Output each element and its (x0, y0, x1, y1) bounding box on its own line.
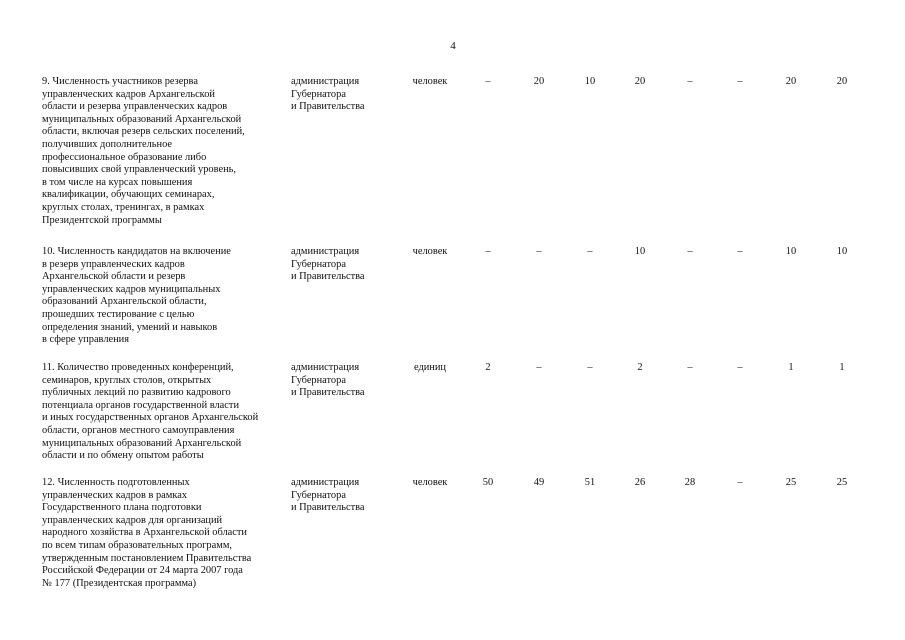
indicator-value: – (536, 362, 542, 373)
indicator-value: – (687, 246, 693, 257)
indicator-value: – (485, 246, 491, 257)
indicator-value: 49 (533, 477, 545, 488)
responsible-organization: администрация Губернатора и Правительства (291, 246, 365, 283)
indicator-value: 2 (485, 362, 491, 373)
indicator-value: 25 (785, 477, 797, 488)
indicator-value: 28 (684, 477, 696, 488)
responsible-organization: администрация Губернатора и Правительства (291, 76, 365, 113)
indicator-value: 1 (788, 362, 794, 373)
indicator-value: 20 (533, 76, 545, 87)
indicator-value: 10 (584, 76, 596, 87)
indicator-value: 51 (584, 477, 596, 488)
indicator-value: 10 (634, 246, 646, 257)
indicator-value: – (687, 76, 693, 87)
indicator-value: 20 (785, 76, 797, 87)
indicator-value: – (587, 362, 593, 373)
page-number: 4 (450, 40, 456, 52)
indicator-value: – (737, 76, 743, 87)
indicator-description: 12. Численность подготовленных управленческих кадров в рамках Государственного плана подготовки управленческих кадров для организаций народного хозяйства в Архангельской области по всем типам образовательных программ, утвержденным постановлением Правительства Российской Федерации от 24 марта 2007 года № 177 (Президентская программа) (42, 477, 252, 589)
indicator-value: 10 (836, 246, 848, 257)
unit-of-measure: человек (412, 76, 448, 87)
indicator-value: – (737, 477, 743, 488)
indicator-description: 11. Количество проведенных конференций, семинаров, круглых столов, открытых публичных лекций по развитию кадрового потенциала органов государственной власти и иных государственных органов Архангельской области, органов местного самоуправления муниципальных образований Архангельской области и по обмену опытом работы (42, 362, 259, 462)
unit-of-measure: единиц (413, 362, 446, 373)
indicator-value: 1 (839, 362, 845, 373)
indicator-value: – (536, 246, 542, 257)
unit-of-measure: человек (412, 246, 448, 257)
indicator-value: – (737, 246, 743, 257)
responsible-organization: администрация Губернатора и Правительства (291, 477, 365, 514)
indicator-value: 26 (634, 477, 646, 488)
indicator-value: – (587, 246, 593, 257)
unit-of-measure: человек (412, 477, 448, 488)
indicator-value: 2 (637, 362, 643, 373)
indicator-description: 10. Численность кандидатов на включение в резерв управленческих кадров Архангельской области и резерв управленческих кадров муниципальных образований Архангельской области, прошедших тестирование с целью определения знаний, умений и навыков в сфере управления (42, 246, 231, 346)
responsible-organization: администрация Губернатора и Правительства (291, 362, 365, 399)
indicator-value: 25 (836, 477, 848, 488)
indicator-value: – (687, 362, 693, 373)
indicator-description: 9. Численность участников резерва управленческих кадров Архангельской области и резерва управленческих кадров муниципальных образований Архангельской области, включая резерв сельских поселений, получивших дополнительное профессиональное образование либо повысивших свой управленческий уровень, в том числе на курсах повышения квалификации, обучающих семинарах, круглых столах, тренингах, в рамках Президентской программы (42, 76, 245, 226)
indicator-value: 50 (482, 477, 494, 488)
indicator-value: 20 (836, 76, 848, 87)
indicator-value: – (485, 76, 491, 87)
indicator-value: 20 (634, 76, 646, 87)
indicator-value: – (737, 362, 743, 373)
indicator-value: 10 (785, 246, 797, 257)
